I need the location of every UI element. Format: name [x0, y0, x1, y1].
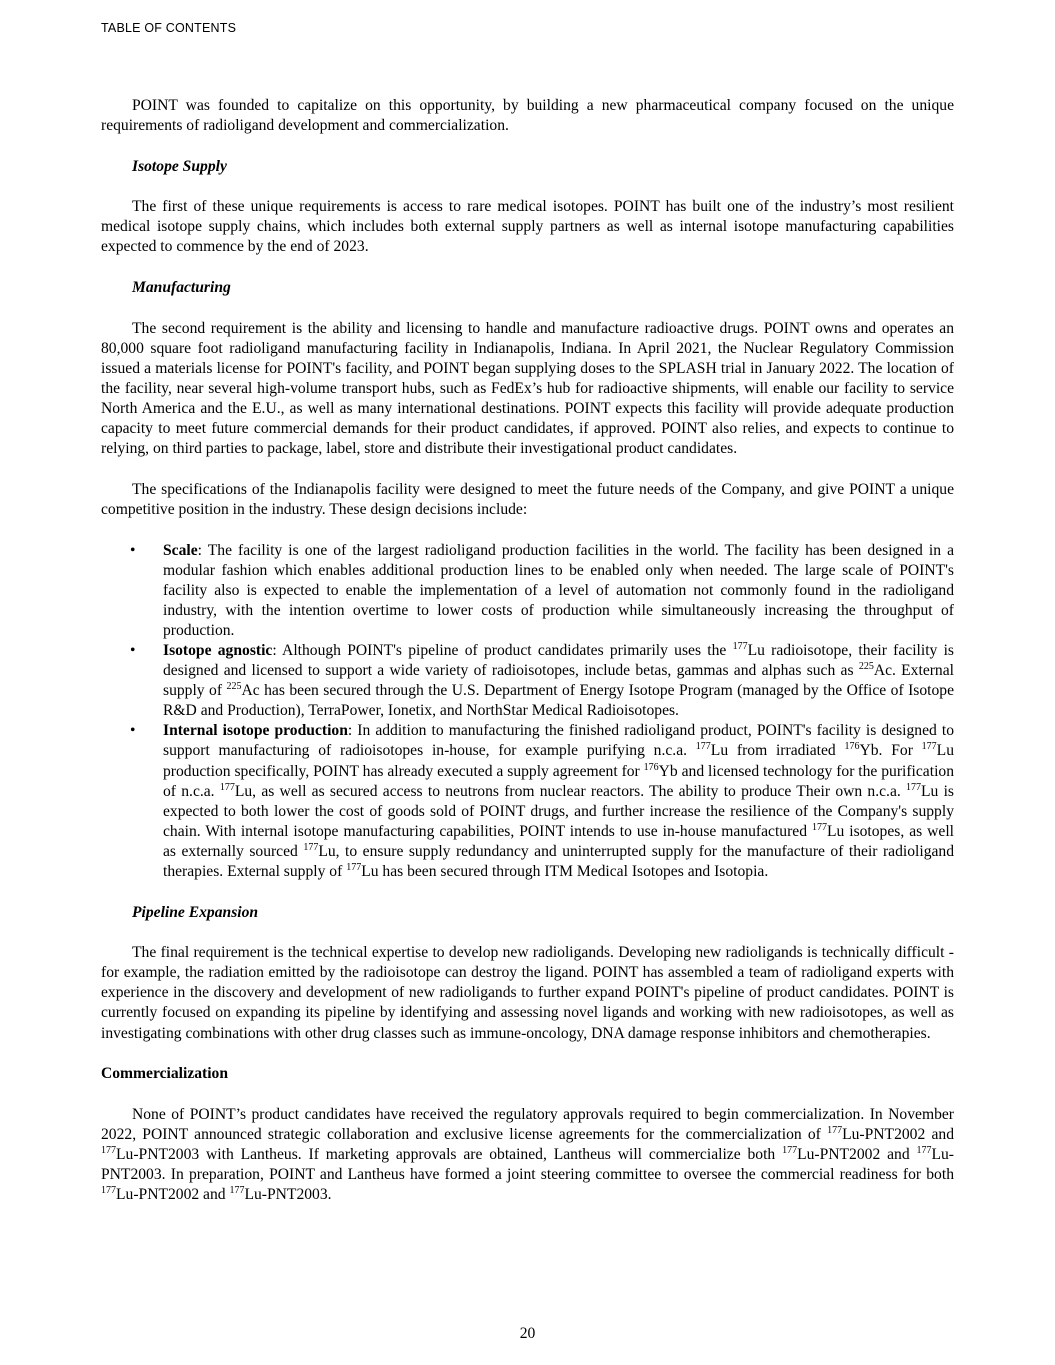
text: Lu-PNT2002 and [116, 1186, 230, 1204]
superscript: 177 [916, 1144, 932, 1156]
design-decisions-list [101, 541, 954, 883]
bullet-term: Internal isotope production [163, 722, 348, 740]
text: Lu has been secured through ITM Medical Isotopes and Isotopia. [361, 863, 769, 880]
bullet-icon: • [130, 722, 136, 740]
text: Lu from irradiated [710, 742, 845, 760]
pipeline-expansion-heading: Pipeline Expansion [132, 903, 259, 921]
isotope-supply-heading: Isotope Supply [132, 157, 227, 175]
superscript: 177 [346, 862, 362, 873]
table-of-contents-link[interactable]: TABLE OF CONTENTS [101, 21, 237, 35]
superscript: 177 [732, 640, 748, 652]
text: Ac has been secured through the U.S. Department of Energy Isotope Program (managed by the Office of Isotope R&D and Production), TerraPower, Ionetix, and NorthStar Medical Radioisotopes. [163, 682, 954, 720]
isotope-supply-paragraph: The first of these unique requirements is access to rare medical isotopes. POINT has built one of the industry’s most resilient medical isotope supply chains, which includes both external supply partners as well as internal isotope manufacturing capabilities expected to commence by the end of 2023. [101, 198, 954, 256]
commercialization-heading: Commercialization [101, 1065, 229, 1083]
superscript: 177 [101, 1144, 116, 1156]
bullet-text: : The facility is one of the largest radioligand production facilities in the world. The facility has been designed in a modular fashion which enables additional production lines to be enabled only when needed. The large scale of POINT's facility also is expected to enable the implementation of a level of automation not commonly found in the radioligand industry, with the intention overtime to lower costs of production while simultaneously increasing the throughput of production. [163, 541, 954, 639]
superscript: 176 [844, 741, 860, 753]
document-body [101, 96, 954, 1205]
superscript: 177 [229, 1185, 245, 1197]
manufacturing-paragraph-2: The specifications of the Indianapolis facility were designed to meet the future needs of the Company, and give POINT a unique competitive position in the industry. These design decisions include: [101, 480, 954, 518]
superscript: 176 [643, 761, 659, 773]
intro-paragraph: POINT was founded to capitalize on this opportunity, by building a new pharmaceutical company focused on the unique requirements of radioligand development and commercialization. [101, 97, 954, 135]
superscript: 225 [858, 661, 874, 673]
superscript: 177 [695, 741, 711, 753]
manufacturing-heading: Manufacturing [132, 279, 231, 297]
text: Lu is expected to both lower the cost of goods sold of POINT drugs, and further increase the resilience of the Company's supply chain. With internal isotope manufacturing capabilities, POINT intends to use in-house manufactured [163, 782, 954, 840]
text: : In addition to manufacturing the finished radioligand product, POINT's facility is designed to support manufacturing of radioisotopes in-house, for example purifying n.c.a. [163, 722, 955, 760]
text: Lu radioisotope, their facility is designed and licensed to support a wide variety of radioisotopes, include betas, gammas and alphas such as [163, 641, 954, 680]
commercialization-paragraph [101, 1105, 954, 1205]
bullet-icon: • [130, 541, 136, 559]
superscript: 177 [827, 1124, 843, 1136]
text: Lu-PNT2003. [244, 1186, 332, 1204]
text: Lu isotopes, as well as externally sourced [163, 822, 954, 860]
superscript: 177 [782, 1144, 798, 1156]
pipeline-expansion-paragraph: The final requirement is the technical expertise to develop new radioligands. Developing new radioligands is technically difficult - for example, the radiation emitted by the radioisotope can destroy the ligand. POINT has assembled a team of radioligand experts with experience in the discovery and development of new radioligands to further expand POINT's pipeline of product candidates. POINT is currently focused on expanding its pipeline by identifying and assessing novel ligands and working with new radioisotopes, as well as investigating combinations with other drug classes such as immune-oncology, DNA damage response inhibitors and chemotherapies. [101, 944, 954, 1042]
text: Lu production specifically, POINT has already executed a supply agreement for [163, 742, 954, 780]
page-number: 20 [519, 1325, 536, 1342]
bullet-icon: • [130, 641, 136, 659]
text: Lu-PNT2002 and [797, 1145, 917, 1163]
text: Lu, to ensure supply redundancy and uninterrupted supply for the manufacture of their radioligand therapies. External supply of [163, 842, 954, 880]
text: Lu-PNT2003. In preparation, POINT and Lantheus have formed a joint steering committee to oversee the commercial readiness for both [101, 1145, 954, 1184]
text: Ac. External supply of [163, 662, 954, 700]
superscript: 177 [101, 1185, 116, 1197]
bullet-term: Isotope agnostic [163, 641, 273, 659]
bullet-term: Scale [163, 541, 198, 559]
list-item-scale [101, 541, 954, 641]
text: Yb. For [859, 742, 922, 760]
text: Lu-PNT2002 and [842, 1125, 954, 1143]
list-item-isotope-agnostic [101, 641, 954, 721]
superscript: 177 [921, 741, 937, 753]
text: Lu-PNT2003 with Lantheus. If marketing approvals are obtained, Lantheus will commercialize both [116, 1145, 783, 1163]
manufacturing-paragraph-1: The second requirement is the ability and licensing to handle and manufacture radioactive drugs. POINT owns and operates an 80,000 square foot radioligand manufacturing facility in Indianapolis, Indiana. In April 2021, the Nuclear Regulatory Commission issued a materials license for POINT's facility, and POINT began supplying doses to the SPLASH trial in January 2022. The location of the facility, near several high-volume transport hubs, such as FedEx’s hub for radioactive shipments, will enable our facility to service North America and the E.U., as well as many international destinations. POINT expects this facility will provide adequate production capacity to meet future commercial demands for their product candidates, if approved. POINT also relies, and expects to continue to relying, on third parties to package, label, store and distribute their investigational product candidates. [101, 319, 954, 458]
superscript: 177 [811, 821, 827, 833]
superscript: 177 [219, 781, 235, 793]
superscript: 225 [226, 681, 242, 693]
text: Yb and licensed technology for the purification of n.c.a. [163, 762, 954, 800]
list-item-internal-isotope-production [101, 721, 954, 882]
text: Lu, as well as secured access to neutrons from nuclear reactors. The ability to produce Their own n.c.a. [234, 782, 907, 800]
text: : Although POINT's pipeline of product candidates primarily uses the [272, 641, 733, 659]
superscript: 177 [303, 841, 319, 853]
text: None of POINT’s product candidates have received the regulatory approvals required to begin commercialization. In November 2022, POINT announced strategic collaboration and exclusive license agreements for the commercialization of [101, 1105, 954, 1143]
superscript: 177 [906, 781, 922, 793]
